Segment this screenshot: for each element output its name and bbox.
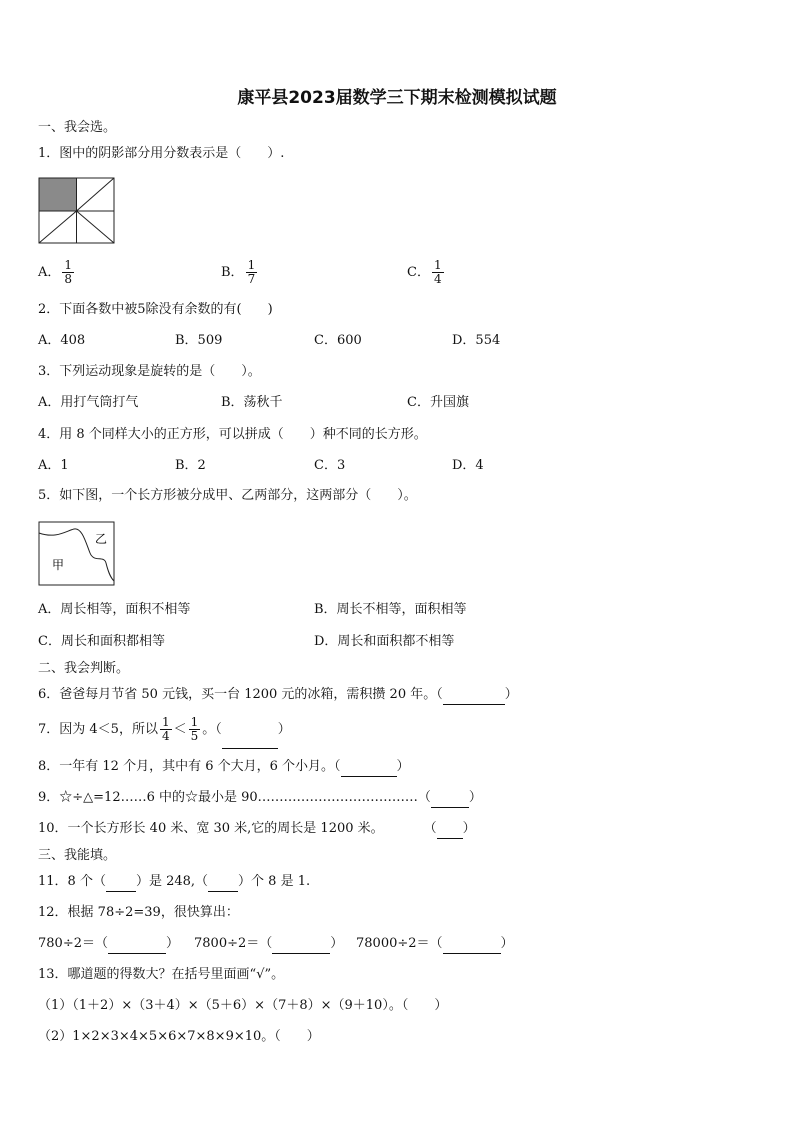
question-2-option-a[interactable]: A．408 (38, 333, 86, 348)
question-5-option-a[interactable]: A．周长相等，面积不相等 (38, 602, 191, 617)
answer-blank[interactable] (437, 820, 463, 839)
question-13-text: 13．哪道题的得数大？在括号里面画“√”。 (38, 967, 285, 982)
page-title: 康平县2023届数学三下期末检测模拟试题 (237, 88, 557, 108)
question-4-option-b[interactable]: B．2 (175, 458, 206, 473)
question-2-option-d[interactable]: D．554 (452, 333, 501, 348)
answer-blank[interactable] (341, 758, 397, 777)
question-12-text: 12．根据 78÷2=39，很快算出： (38, 905, 239, 920)
question-2-text: 2．下面各数中被5除没有余数的有( ) (38, 302, 273, 317)
question-12-item-1: 780÷2＝（ ） (38, 935, 179, 954)
question-3-option-a[interactable]: A．用打气筒打气 (38, 395, 139, 410)
question-4-option-a[interactable]: A．1 (38, 458, 69, 473)
question-13-sub-2[interactable]: （2）1×2×3×4×5×6×7×8×9×10。（ ） (38, 1029, 320, 1044)
question-5-option-c[interactable]: C．周长和面积都相等 (38, 634, 165, 649)
question-2-option-c[interactable]: C．600 (314, 333, 362, 348)
question-12-item-3: 78000÷2＝（ ） (356, 935, 514, 954)
fraction: $\frac{1}{5}$ (190, 715, 199, 743)
question-4-option-c[interactable]: C．3 (314, 458, 346, 473)
question-7: 7．因为 4＜5，所以 $\frac{1}{4}$ ＜ $\frac{1}{5}$ 。（ ） (38, 712, 291, 749)
question-5-figure (38, 521, 116, 587)
section-heading-3: 三、我能填。 (38, 848, 117, 863)
fraction: $\frac{1}{8}$ (64, 258, 73, 286)
answer-blank[interactable] (443, 935, 501, 954)
answer-blank[interactable] (108, 935, 166, 954)
question-6: 6．爸爸每月节省 50 元钱，买一台 1200 元的冰箱，需积攒 20 年。（ ） (38, 686, 518, 705)
answer-blank[interactable] (222, 712, 278, 749)
question-3-text: 3．下列运动现象是旋转的是（ ）。 (38, 364, 261, 379)
label-yi: 乙 (95, 532, 108, 546)
answer-blank[interactable] (431, 789, 469, 808)
answer-blank[interactable] (272, 935, 330, 954)
question-1-figure (38, 177, 116, 244)
question-4-text: 4．用 8 个同样大小的正方形，可以拼成（ ）种不同的长方形。 (38, 427, 427, 442)
question-5-text: 5．如下图，一个长方形被分成甲、乙两部分，这两部分（ ）。 (38, 488, 417, 503)
label-jia: 甲 (52, 558, 65, 572)
question-5-option-d[interactable]: D．周长和面积都不相等 (314, 634, 455, 649)
question-9: 9．☆÷△=12……6 中的☆最小是 90.………………………………（ ） (38, 789, 482, 808)
question-12-item-2: 7800÷2＝（ ） (194, 935, 343, 954)
question-13-sub-1[interactable]: （1）（1＋2）×（3＋4）×（5＋6）×（7＋8）×（9＋10）。（ ） (38, 998, 448, 1013)
question-5-option-b[interactable]: B．周长不相等，面积相等 (314, 602, 467, 617)
answer-blank[interactable] (443, 686, 505, 705)
question-10: 10．一个长方形长 40 米、宽 30 米,它的周长是 1200 米。 （ ） (38, 820, 476, 839)
question-1-text: 1．图中的阴影部分用分数表示是（ ）. (38, 146, 285, 161)
question-3-option-c[interactable]: C．升国旗 (407, 395, 469, 410)
question-3-option-b[interactable]: B．荡秋千 (221, 395, 283, 410)
section-heading-2: 二、我会判断。 (38, 661, 130, 676)
section-heading-1: 一、我会选。 (38, 120, 117, 135)
question-4-option-d[interactable]: D．4 (452, 458, 484, 473)
answer-blank[interactable] (208, 873, 238, 892)
fraction: $\frac{1}{7}$ (247, 258, 256, 286)
question-1-option-a[interactable]: A． $\frac{1}{8}$ (38, 258, 73, 286)
fraction: $\frac{1}{4}$ (433, 258, 442, 286)
question-8: 8．一年有 12 个月，其中有 6 个大月，6 个小月。（ ） (38, 758, 410, 777)
question-11: 11．8 个（ ）是 248,（ ）个 8 是 1. (38, 873, 310, 892)
question-1-option-c[interactable]: C． $\frac{1}{4}$ (407, 258, 442, 286)
question-2-option-b[interactable]: B．509 (175, 333, 223, 348)
answer-blank[interactable] (106, 873, 136, 892)
fraction: $\frac{1}{4}$ (161, 715, 170, 743)
question-1-option-b[interactable]: B． $\frac{1}{7}$ (221, 258, 256, 286)
